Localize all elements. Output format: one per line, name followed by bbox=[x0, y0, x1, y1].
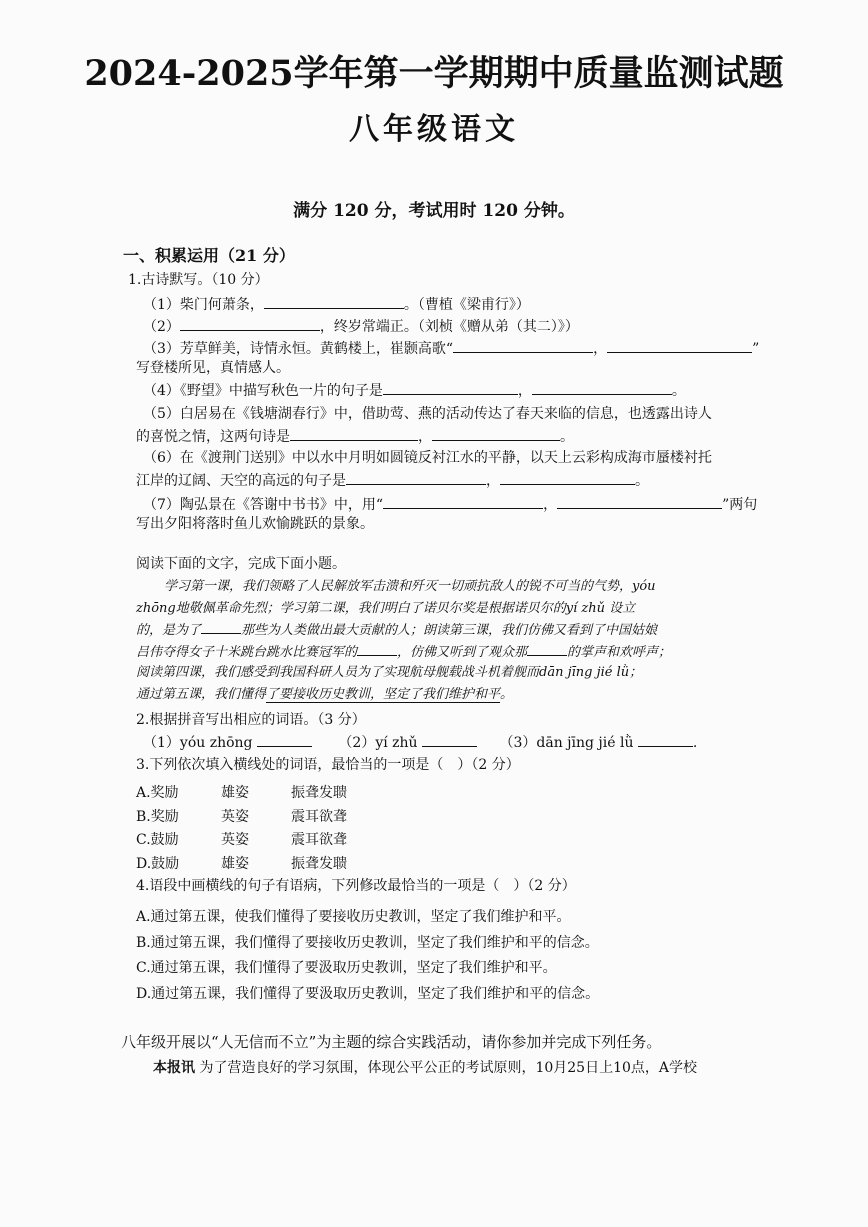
q1-line-3: （3）芳草鲜美，诗情永恒。黄鹤楼上，崔颢高歌“ ， ” bbox=[143, 338, 759, 359]
news-text: 为了营造良好的学习氛围，体现公平公正的考试原则，10月25日上10点，A学校 bbox=[199, 1060, 698, 1076]
q1-line-2: （2） ，终岁常端正。（刘桢《赠从弟（其二）》） bbox=[143, 316, 579, 337]
q4-option-b[interactable]: B.通过第五课，我们懂得了要接收历史教训，坚定了我们维护和平的信念。 bbox=[136, 935, 599, 951]
activity-intro: 八年级开展以“人无信而不立”为主题的综合实践活动，请你参加并完成下列任务。 bbox=[121, 1033, 662, 1051]
q1-heading: 1.古诗默写。（10 分） bbox=[128, 272, 269, 288]
q1-line-6-cont: 江岸的辽阔、天空的高远的句子是 ， 。 bbox=[136, 470, 649, 491]
q2-heading: 2.根据拼音写出相应的词语。（3 分） bbox=[136, 712, 366, 728]
answer-blank[interactable] bbox=[180, 316, 320, 331]
q1-line-3-cont: 写登楼所见，真情感人。 bbox=[136, 360, 290, 376]
answer-blank[interactable] bbox=[638, 732, 693, 747]
section-heading: 一、积累运用（21 分） bbox=[123, 246, 295, 265]
answer-blank[interactable] bbox=[607, 338, 752, 353]
q3-option-b[interactable]: B.奖励 英姿 震耳欲聋 bbox=[136, 809, 347, 825]
answer-blank[interactable] bbox=[422, 732, 477, 747]
exam-title: 2024-2025学年第一学期期中质量监测试题 bbox=[84, 53, 784, 94]
answer-blank[interactable] bbox=[453, 338, 593, 353]
q3-option-a[interactable]: A.奖励 雄姿 振聋发聩 bbox=[136, 785, 347, 801]
q1-line-5-cont: 的喜悦之情，这两句诗是 ， 。 bbox=[136, 426, 574, 447]
score-note: 满分 120 分，考试用时 120 分钟。 bbox=[293, 201, 575, 221]
q1-line-7-cont: 写出夕阳将落时鱼儿欢愉跳跃的景象。 bbox=[136, 516, 374, 532]
q3-heading: 3.下列依次填入横线处的词语，最恰当的一项是（ ）（2 分） bbox=[136, 757, 520, 773]
q4-option-a[interactable]: A.通过第五课，使我们懂得了要接收历史教训，坚定了我们维护和平。 bbox=[136, 909, 571, 925]
answer-blank[interactable] bbox=[290, 426, 418, 441]
reading-passage: 学习第一课，我们领略了人民解放军击溃和歼灭一切顽抗敌人的锐不可当的气势，yóu zhōng地敬佩革命先烈；学习第二课，我们明白了诺贝尔奖是根据诺贝尔的yí zhǔ 设立 的，是为了 那些为人类做出最大贡献的人；朗读第三课，我们仿佛又看到了中国姑娘 吕伟夺得女子十米跳台跳水比赛冠军的 ，仿佛又听到了观众那 的掌声和欢呼声； 阅读第四课，我们感受到我国科研人员为了实现航母舰载战斗机着舰而dān jīng jié lǜ； 通过第五课，我们懂得了要接收历史教训，坚定了我们维护和平。 bbox=[136, 579, 672, 702]
q1-line-1: （1）柴门何萧条， 。（曹植《梁甫行》） bbox=[143, 294, 530, 315]
q1-line-7: （7）陶弘景在《答谢中书书》中，用“ ， ”两句 bbox=[143, 494, 757, 515]
answer-blank[interactable] bbox=[383, 380, 518, 395]
passage-blank[interactable] bbox=[527, 641, 567, 656]
answer-blank[interactable] bbox=[346, 470, 486, 485]
q2-items: （1）yóu zhōng （2）yí zhǔ （3）dān jīng jié lǜ . bbox=[143, 732, 697, 753]
q3-option-c[interactable]: C.鼓励 英姿 震耳欲聋 bbox=[136, 832, 347, 848]
q1-line-5: （5）白居易在《钱塘湖春行》中，借助莺、燕的活动传达了春天来临的信息，也透露出诗人 bbox=[143, 406, 712, 422]
q4-option-d[interactable]: D.通过第五课，我们懂得了要汲取历史教训，坚定了我们维护和平的信念。 bbox=[136, 986, 600, 1002]
answer-blank[interactable] bbox=[500, 470, 635, 485]
answer-blank[interactable] bbox=[432, 426, 560, 441]
answer-blank[interactable] bbox=[383, 494, 543, 509]
reading-intro: 阅读下面的文字，完成下面小题。 bbox=[136, 556, 346, 572]
underlined-sentence: 了要接收历史教训，坚定了我们维护和平 bbox=[266, 686, 501, 702]
passage-blank[interactable] bbox=[357, 641, 397, 656]
q1-line-6: （6）在《渡荆门送别》中以水中月明如圆镜反衬江水的平静，以天上云彩构成海市蜃楼衬托 bbox=[143, 450, 712, 466]
passage-blank[interactable] bbox=[201, 619, 241, 634]
news-label: 本报讯 bbox=[153, 1060, 195, 1076]
q4-heading: 4.语段中画横线的句子有语病，下列修改最恰当的一项是（ ）（2 分） bbox=[136, 878, 576, 894]
answer-blank[interactable] bbox=[557, 494, 722, 509]
exam-subtitle: 八年级语文 bbox=[349, 112, 519, 147]
q4-option-c[interactable]: C.通过第五课，我们懂得了要汲取历史教训，坚定了我们维护和平。 bbox=[136, 960, 557, 976]
answer-blank[interactable] bbox=[532, 380, 672, 395]
answer-blank[interactable] bbox=[257, 732, 312, 747]
answer-blank[interactable] bbox=[264, 294, 404, 309]
q1-line-4: （4）《野望》中描写秋色一片的句子是 ， 。 bbox=[143, 380, 686, 401]
q3-option-d[interactable]: D.鼓励 雄姿 振聋发聩 bbox=[136, 856, 347, 872]
news-line bbox=[153, 1058, 697, 1078]
